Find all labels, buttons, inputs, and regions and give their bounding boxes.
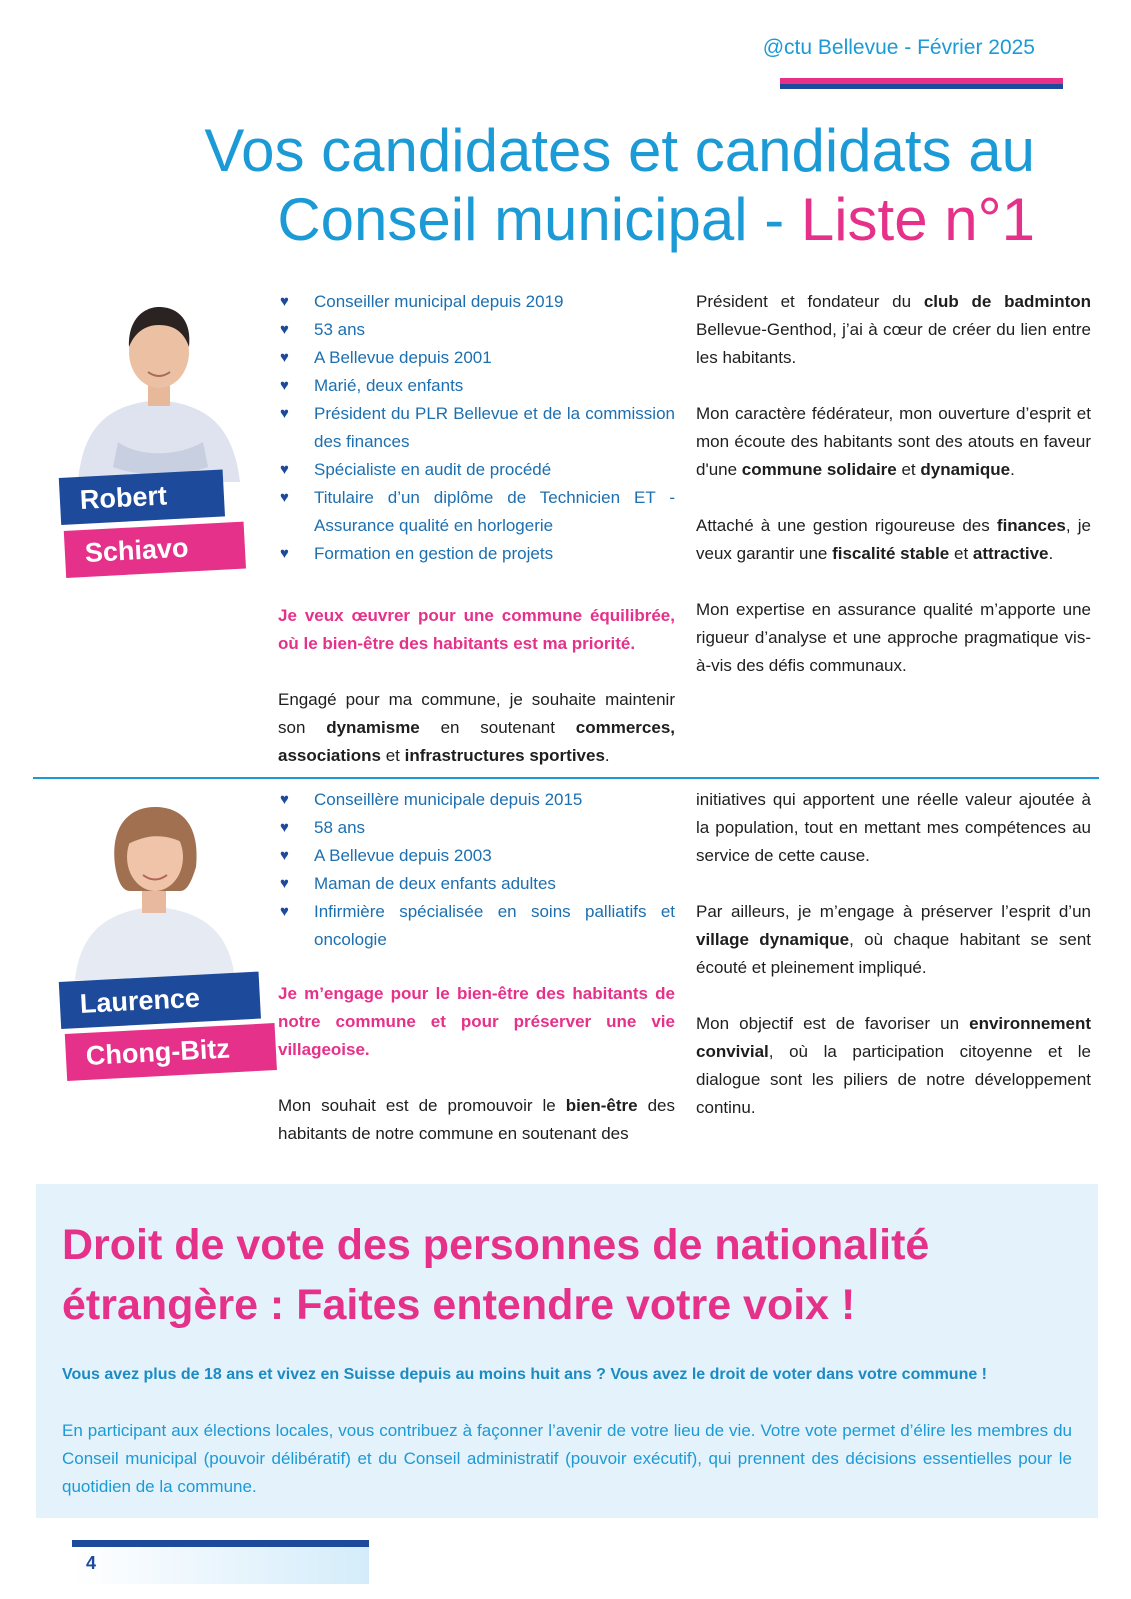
fact-item: ♥ Infirmière spécialisée en soins palliatifs et oncologie (280, 898, 675, 954)
candidate-statement-right (696, 288, 1091, 708)
statement-paragraph: Président et fondateur du club de badminton Bellevue-Genthod, j’ai à cœur de créer du lien entre les habitants. (696, 292, 1092, 367)
publication-header: @ctu Bellevue - Février 2025 (762, 36, 1035, 59)
footer-bar (72, 1540, 369, 1547)
candidate-last-name-tag: Chong-Bitz (65, 1023, 277, 1081)
candidate-quote: Je veux œuvrer pour une commune équilibrée, où le bien-être des habitants est ma priorité. (278, 606, 675, 653)
fact-item: ♥ Titulaire d’un diplôme de Technicien ET - Assurance qualité en horlogerie (280, 484, 675, 540)
voting-rights-lead: Vous avez plus de 18 ans et vivez en Suisse depuis au moins huit ans ? Vous avez le droit de voter dans votre commune ! (62, 1366, 988, 1383)
portrait-robert-schiavo (58, 292, 258, 482)
header-accent-bar (780, 78, 1063, 89)
fact-item: ♥ 58 ans (280, 814, 675, 842)
statement-paragraph: Mon caractère fédérateur, mon ouverture d’esprit et mon écoute des habitants sont des atouts en faveur d'une commune solidaire et dynamique. (696, 404, 1091, 479)
candidate-first-name-tag: Laurence (59, 972, 261, 1029)
fact-item: ♥ Spécialiste en audit de procédé (280, 456, 675, 484)
voting-rights-body: En participant aux élections locales, vous contribuez à façonner l’avenir de votre lieu de vie. Votre vote permet d’élire les membres du Conseil municipal (pouvoir délibératif) et du Conseil administratif (pouvoir exécutif), qui prennent des décisions essentielles pour le quotidien de la commune. (62, 1421, 1072, 1496)
statement-paragraph: Attaché à une gestion rigoureuse des finances, je veux garantir une fiscalité stable et attractive. (696, 516, 1091, 563)
title-line-2: Conseil municipal - (277, 186, 801, 253)
fact-item: ♥ 53 ans (280, 316, 675, 344)
statement-paragraph: Engagé pour ma commune, je souhaite maintenir son dynamisme en soutenant commerces, associations et infrastructures sportives. (278, 690, 675, 765)
candidate-statement-left (278, 980, 675, 1176)
section-divider (33, 777, 1099, 779)
title-line-1: Vos candidates et candidats au (204, 117, 1035, 184)
candidate-statement-left (278, 602, 675, 798)
fact-item: ♥ Président du PLR Bellevue et de la commission des finances (280, 400, 675, 456)
statement-paragraph: Mon souhait est de promouvoir le bien-être des habitants de notre commune en soutenant des (278, 1096, 675, 1143)
statement-paragraph: Mon objectif est de favoriser un environnement convivial, où la participation citoyenne et le dialogue sont les piliers de notre développement continu. (696, 1014, 1091, 1117)
fact-item: ♥ Marié, deux enfants (280, 372, 675, 400)
fact-item: ♥ Conseiller municipal depuis 2019 (280, 288, 675, 316)
candidate-first-name-tag: Robert (59, 469, 225, 525)
candidate-quote: Je m’engage pour le bien-être des habitants de notre commune et pour préserver une vie villageoise. (278, 984, 675, 1059)
fact-item: ♥ A Bellevue depuis 2001 (280, 344, 675, 372)
candidate-last-name-tag: Schiavo (64, 522, 246, 578)
page-number: 4 (86, 1553, 97, 1573)
statement-paragraph: Par ailleurs, je m’engage à préserver l’esprit d’un village dynamique, où chaque habitant se sent écouté et pleinement impliqué. (696, 902, 1091, 977)
title-list-number: Liste n°1 (800, 186, 1035, 253)
page-title (204, 116, 1035, 254)
footer-gradient (72, 1547, 369, 1584)
candidate-facts-list (280, 288, 675, 568)
statement-paragraph: Mon expertise en assurance qualité m’apporte une rigueur d’analyse et une approche pragmatique vis-à-vis des défis communaux. (696, 600, 1091, 675)
fact-item: ♥ Maman de deux enfants adultes (280, 870, 675, 898)
statement-paragraph: initiatives qui apportent une réelle valeur ajoutée à la population, tout en mettant mes compétences au service de cette cause. (696, 790, 1091, 865)
fact-item: ♥ Conseillère municipale depuis 2015 (280, 786, 675, 814)
voting-rights-title: Droit de vote des personnes de nationalité étrangère : Faites entendre votre voix ! (62, 1221, 930, 1329)
candidate-facts-list (280, 786, 675, 954)
fact-item: ♥ A Bellevue depuis 2003 (280, 842, 675, 870)
candidate-statement-right (696, 786, 1091, 1150)
fact-item: ♥ Formation en gestion de projets (280, 540, 675, 568)
portrait-laurence-chong-bitz (60, 795, 250, 980)
